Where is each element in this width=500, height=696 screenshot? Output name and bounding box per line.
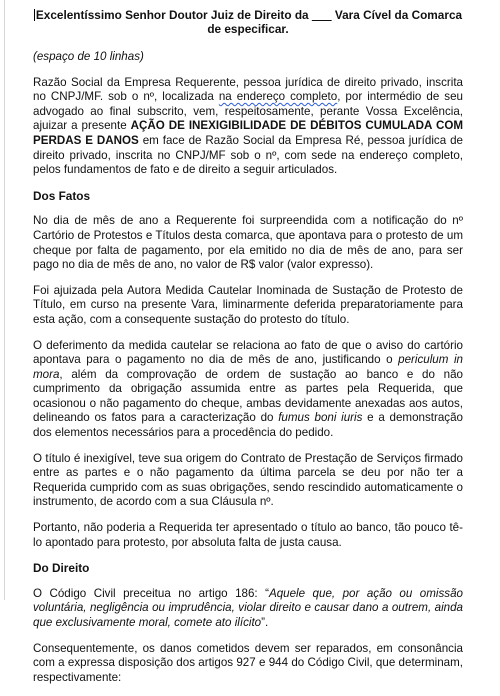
page-edge xyxy=(4,0,5,600)
title-line1-text: Excelentíssimo Senhor Doutor Juiz de Direito da xyxy=(35,8,312,22)
section-heading-law: Do Direito xyxy=(33,561,90,576)
action-title: AÇÃO DE INEXIGIBILIDADE DE DÉBITOS CUMULADA COM PERDAS E DANOS xyxy=(33,119,463,147)
law-quote: Aquele que, por ação ou omissão voluntária, negligência ou imprudência, violar direito e causar dano a outrem, ainda que exclusivamente moral, comete ato ilícito xyxy=(33,586,463,629)
law-p1-text-a: O Código Civil preceitua no artigo 186: “ xyxy=(33,586,269,600)
facts-paragraph-1: No dia de mês de ano a Requerente foi surpreendida com a notificação do nº Cartório de Protestos e Títulos desta comarca, que apontava para o protesto de um cheque por falta de pagamento, por ela emitido no dia de mês de ano, para ser pago no dia de mês de ano, no valor de R$ valor (valor expresso). xyxy=(33,214,463,272)
intro-text-2: , por intermédio de seu advogado ao final subscrito, vem, respeitosamente, perante Vossa Excelência, ajuizar a presente xyxy=(33,90,463,133)
facts-paragraph-4: O título é inexigível, teve sua origem do Contrato de Prestação de Serviços firmado entre as partes e o não pagamento da última parcela se deu por não ter a Requerida cumprido com as suas obrigações, sendo rescindido automaticamente o instrumento, de acordo com a sua Cláusula nº. xyxy=(33,451,463,509)
text-cursor xyxy=(34,9,35,21)
spacing-note: (espaço de 10 linhas) xyxy=(33,50,144,63)
facts-p3-text-c: e a demonstração dos elementos necessários para a procedência do pedido. xyxy=(33,411,463,440)
intro-text-3: em face de Razão Social da Empresa Ré, pessoa jurídica de direito privado, inscrita no CNPJ/MF sob o nº, com sede na endereço completo, pelos fundamentos de fato e de direito a seguir articulados. xyxy=(33,133,463,177)
intro-paragraph xyxy=(33,76,463,178)
title-line1-end: Vara Cível da Comarca xyxy=(331,8,463,22)
latin-term-fumus: fumus boni iuris xyxy=(278,411,363,425)
title-blank: ___ xyxy=(311,8,332,22)
document-body[interactable] xyxy=(33,8,463,696)
facts-p3-text-a: O deferimento da medida cautelar se relaciona ao fato de que o aviso do cartório apontava para o pagamento no dia de mês de ano, justificando o xyxy=(33,338,463,367)
latin-term-periculum: periculum in mora xyxy=(33,353,463,381)
law-paragraph-1 xyxy=(33,587,463,631)
facts-paragraph-3 xyxy=(33,339,463,441)
section-heading-facts: Dos Fatos xyxy=(33,188,91,203)
facts-paragraph-2: Foi ajuizada pela Autora Medida Cautelar Inominada de Sustação de Protesto de Título, em curso na presente Vara, liminarmente deferida preparatoriamente para esta ação, com a consequente sustação do protesto do título. xyxy=(33,283,463,326)
spellcheck-flag[interactable]: na endereço completo xyxy=(218,90,338,104)
title-line2: de especificar. xyxy=(207,22,289,36)
document-title xyxy=(33,8,463,36)
law-paragraph-2: Consequentemente, os danos cometidos devem ser reparados, em consonância com a expressa disposição dos artigos 927 e 944 do Código Civil, que determinam, respectivamente: xyxy=(33,641,463,684)
law-p1-text-b: ”. xyxy=(261,616,269,629)
facts-p3-text-b: , além da comprovação de ordem de sustação ao banco e do não cumprimento da obrigação assumida entre as partes pela Requerida, que ocasionou o não pagamento do cheque, ambas devidamente anexadas aos autos, delineando os fatos para a caracterização do xyxy=(33,367,463,425)
facts-paragraph-5: Portanto, não poderia a Requerida ter apresentado o título ao banco, tão pouco tê-lo apontado para protesto, por absoluta falta de justa causa. xyxy=(33,521,463,549)
intro-text-1: Razão Social da Empresa Requerente, pessoa jurídica de direito privado, inscrita no CNPJ/MF. sob o nº, localizada xyxy=(33,75,463,104)
